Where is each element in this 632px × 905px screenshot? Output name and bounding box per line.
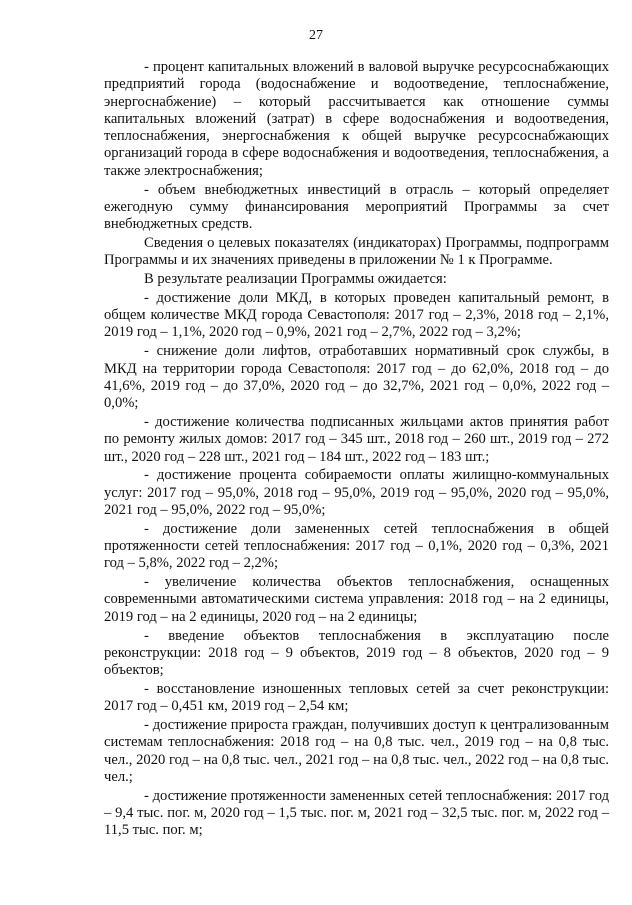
paragraph-heat-network-restoration: - восстановление изношенных тепловых сетей за счет реконструкции: 2017 год – 0,451 км, 2019 год – 2,54 км; (104, 680, 609, 715)
paragraph-mkd-capital-repair: - достижение доли МКД, в которых проведен капитальный ремонт, в общем количестве МКД города Севастополя: 2017 год – 2,3%, 2018 год – 2,1%, 2019 год – 1,1%, 2020 год – 0,9%, 2021 год – 2,7%, 2022 год – 3,2%; (104, 289, 609, 341)
paragraph-target-indicators-reference: Сведения о целевых показателях (индикаторах) Программы, подпрограмм Программы и их значениях приведены в приложении № 1 к Программе. (104, 234, 609, 269)
paragraph-expected-results-intro: В результате реализации Программы ожидается: (144, 271, 447, 288)
document-body (104, 59, 609, 841)
paragraph-elevator-reduction: - снижение доли лифтов, отработавших нормативный срок службы, в МКД на территории города Севастополя: 2017 год – до 62,0%, 2018 год – до 41,6%, 2019 год – до 37,0%, 2020 год – до 32,7%, 2021 год – 0,0%, 2022 год – 0,0%; (104, 343, 609, 412)
paragraph-capital-investment: - процент капитальных вложений в валовой выручке ресурсоснабжающих предприятий города (водоснабжение и водоотведение, теплоснабжение, энергоснабжение) – который рассчитывается как отношение суммы капитальных вложений (затрат) в сфере водоснабжения и водоотведения, теплоснабжения, энергоснабжения к общей выручке ресурсоснабжающих организаций города в сфере водоснабжения и водоотведения, теплоснабжения, а также электроснабжения; (104, 59, 609, 179)
paragraph-replaced-networks-share: - достижение доли замененных сетей теплоснабжения в общей протяженности сетей теплоснабжения: 2017 год – 0,1%, 2020 год – 0,3%, 2021 год – 5,8%, 2022 год – 2,2%; (104, 520, 609, 572)
page-number: 27 (309, 28, 323, 43)
paragraph-automated-control-objects: - увеличение количества объектов теплоснабжения, оснащенных современными автоматическими система управления: 2018 год – на 2 единицы, 2019 год – на 2 единицы, 2020 год – на 2 единицы; (104, 574, 609, 625)
paragraph-replaced-networks-length: - достижение протяженности замененных сетей теплоснабжения: 2017 год – 9,4 тыс. пог. м, 2020 год – 1,5 тыс. пог. м, 2021 год – 32,5 тыс. пог. м, 2022 год – 11,5 тыс. пог. м; (104, 787, 609, 839)
paragraph-signed-acts: - достижение количества подписанных жильцами актов принятия работ по ремонту жилых домов: 2017 год – 345 шт., 2018 год – 260 шт., 2019 год – 272 шт., 2020 год – 228 шт., 2021 год – 184 шт., 2022 год – 183 шт.; (104, 413, 609, 465)
paragraph-objects-commissioning: - введение объектов теплоснабжения в эксплуатацию после реконструкции: 2018 год – 9 объектов, 2019 год – 8 объектов, 2020 год – 9 объектов; (104, 627, 609, 679)
paragraph-citizens-access-growth: - достижение прироста граждан, получивших доступ к централизованным системам теплоснабжения: 2018 год – на 0,8 тыс. чел., 2019 год – на 0,8 тыс. чел., 2020 год – на 0,8 тыс. чел., 2021 год – на 0,8 тыс. чел., 2022 год – на 0,8 тыс. чел.; (104, 716, 609, 785)
paragraph-extrabudgetary-investment: - объем внебюджетных инвестиций в отрасль – который определяет ежегодную сумму финансирования мероприятий Программы за счет внебюджетных средств. (104, 181, 609, 233)
paragraph-payment-collection: - достижение процента собираемости оплаты жилищно-коммунальных услуг: 2017 год – 95,0%, 2018 год – 95,0%, 2019 год – 95,0%, 2020 год – 95,0%, 2021 год – 95,0%, 2022 год – 95,0%; (104, 467, 609, 518)
